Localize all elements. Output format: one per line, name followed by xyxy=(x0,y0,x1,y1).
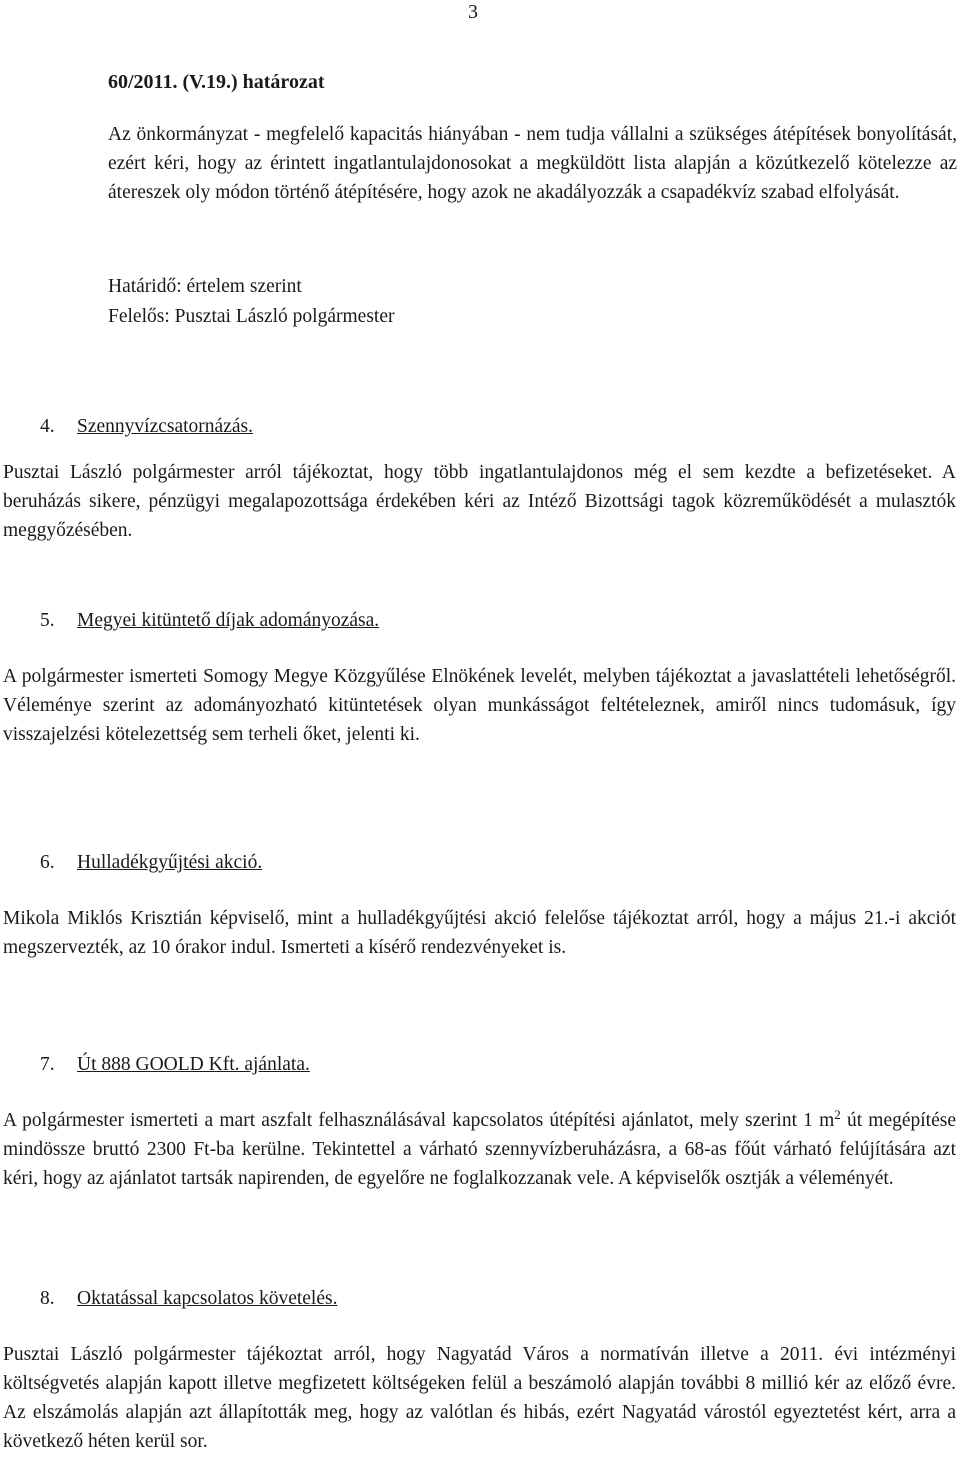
section-title: Oktatással kapcsolatos követelés. xyxy=(77,1288,338,1309)
resolution-text: Az önkormányzat - megfelelő kapacitás hiányában - nem tudja vállalni a szükséges átépítések bonyolítását, ezért kéri, hogy az érintett ingatlantulajdonosokat a megküldött lista alapján a közútkezelő kötelezze az átereszek oly módon történő átépítésére, hogy azok ne akadályozzák a csapadékvíz szabad elfolyását. xyxy=(108,124,957,203)
section-heading-4 xyxy=(40,412,253,441)
section-title: Megyei kitüntető díjak adományozása. xyxy=(77,610,380,631)
section-heading-8 xyxy=(40,1284,337,1313)
section-title: Út 888 GOOLD Kft. ajánlata. xyxy=(77,1054,310,1075)
deadline-line: Határidő: értelem szerint xyxy=(108,276,302,297)
section-number: 5. xyxy=(40,610,55,631)
section-number: 6. xyxy=(40,852,55,873)
section-heading-6 xyxy=(40,848,262,877)
section-heading-5 xyxy=(40,606,379,635)
section-number: 7. xyxy=(40,1054,55,1075)
superscript-two: 2 xyxy=(834,1107,841,1122)
section-body-text: A polgármester ismerteti a mart aszfalt felhasználásával kapcsolatos útépítési ajánlatot, mely szerint 1 m xyxy=(3,1110,835,1131)
section-number: 8. xyxy=(40,1288,55,1309)
page-number: 3 xyxy=(468,1,478,23)
resolution-heading: 60/2011. (V.19.) határozat xyxy=(108,71,325,93)
section-body-4: Pusztai László polgármester arról tájékoztat, hogy több ingatlantulajdonos még el sem kezdte a befizetéseket. A beruházás sikere, pénzügyi megalapozottsága érdekében kéri az Intéző Bizottsági tagok közreműködését a mulasztók meggyőzésében. xyxy=(3,462,956,541)
section-title: Szennyvízcsatornázás. xyxy=(77,416,253,437)
section-body-8: Pusztai László polgármester tájékoztat arról, hogy Nagyatád Város a normatíván illetve a 2011. évi intézményi költségvetés alapján kapott illetve megfizetett költségeken felül a beszámoló alapján további 8 millió kér az előző évre. Az elszámolás alapján azt állapították meg, hogy az valótlan és hibás, ezért Nagyatád várostól egyeztetést kért, arra a következő héten kerül sor. xyxy=(3,1344,956,1452)
section-body-7 xyxy=(3,1106,956,1193)
section-title: Hulladékgyűjtési akció. xyxy=(77,852,263,873)
section-number: 4. xyxy=(40,416,55,437)
section-body-5: A polgármester ismerteti Somogy Megye Közgyűlése Elnökének levelét, melyben tájékoztat a javaslattételi lehetőségről. Véleménye szerint az adományozható kitüntetések olyan munkásságot feltételeznek, amiről nincs tudomásuk, így visszajelzési kötelezettség sem terheli őket, jelenti ki. xyxy=(3,666,956,745)
section-body-6: Mikola Miklós Krisztián képviselő, mint a hulladékgyűjtési akció felelőse tájékoztat arról, hogy a május 21.-i akciót megszervezték, az 10 órakor indul. Ismerteti a kísérő rendezvényeket is. xyxy=(3,908,956,958)
responsible-line: Felelős: Pusztai László polgármester xyxy=(108,306,395,327)
section-body-text-continued: út megépítése mindössze bruttó 2300 Ft-ba kerülne. Tekintettel a várható szennyvízberuházásra, a 68-as főút várható felújítására azt kéri, hogy az ajánlatot tartsák napirenden, de egyelőre ne foglalkozzanak vele. A képviselők osztják a véleményét. xyxy=(3,1110,956,1189)
section-heading-7 xyxy=(40,1050,310,1079)
